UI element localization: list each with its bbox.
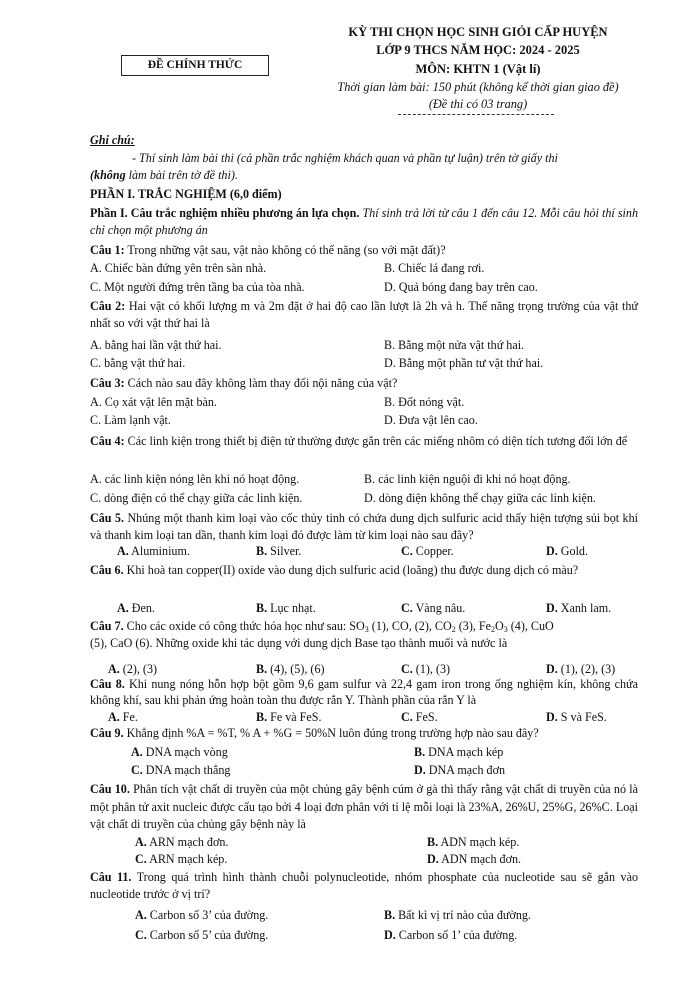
question-7-line-2: (5), CaO (6). Những oxide khi tác dụng với dung dịch Base tạo thành muối và nước là — [90, 636, 508, 650]
q11-option-d — [384, 928, 517, 943]
q11-option-a — [135, 908, 268, 923]
q7-option-d — [546, 662, 615, 677]
note-line-2-bold: (không — [90, 168, 126, 182]
q4-option-d: D. dòng điện không thể chạy giữa các linh kiện. — [364, 491, 596, 505]
q8-d-text: S và FeS. — [557, 710, 607, 724]
q5-label: Câu 5. — [90, 511, 125, 525]
q11-c-letter: C. — [135, 928, 147, 942]
question-9 — [90, 726, 539, 741]
question-10 — [90, 781, 638, 834]
q5-d-text: Gold. — [557, 544, 588, 558]
question-1 — [90, 243, 446, 258]
q8-option-d — [546, 710, 607, 725]
q11-a-letter: A. — [135, 908, 147, 922]
q8-b-letter: B. — [256, 710, 268, 724]
q7-sub-so3: 3 — [364, 625, 369, 634]
q4-label: Câu 4: — [90, 434, 125, 448]
q1-option-c: C. Một người đứng trên tầng ba của tòa nhà. — [90, 280, 305, 294]
q7-c-letter: C. — [401, 662, 413, 676]
q8-a-text: Fe. — [119, 710, 138, 724]
grade-year: LỚP 9 THCS NĂM HỌC: 2024 - 2025 — [376, 43, 580, 57]
q7-text-b: (1), CO, (2), CO — [368, 619, 452, 633]
q5-text: Nhúng một thanh kim loại vào cốc thủy tinh có chứa dung dịch sulfuric acid thấy hiện tượng sủi bọt khí và thanh kim loại tan dần, thanh kim loại đó được làm từ kim loại nào sau đây? — [90, 511, 638, 542]
q11-text: Trong quá trình hình thành chuỗi polynucleotide, nhóm phosphate của nucleotide sau sẽ gắn vào nucleotide trước ở vị trí? — [90, 870, 638, 901]
q8-option-a — [108, 710, 138, 725]
q9-option-d — [414, 763, 505, 778]
q5-option-d — [546, 544, 588, 559]
q7-a-text: (2), (3) — [119, 662, 158, 676]
q9-option-c — [131, 763, 230, 778]
q10-c-text: ARN mạch kép. — [146, 852, 228, 866]
q6-b-text: Lục nhạt. — [267, 601, 316, 615]
q11-d-text: Carbon số 1’ của đường. — [395, 928, 518, 942]
q9-d-letter: D. — [414, 763, 426, 777]
q9-option-b — [414, 745, 503, 760]
q5-option-b — [256, 544, 301, 559]
q3-option-c: C. Làm lạnh vật. — [90, 413, 171, 427]
q7-sub-o3: 3 — [503, 625, 508, 634]
header-divider — [398, 114, 554, 115]
q9-option-a — [131, 745, 228, 760]
q7-sub-fe2: 2 — [491, 625, 495, 634]
q7-text-d: O — [495, 619, 504, 633]
q4-option-c: C. dòng điện có thể chạy giữa các linh kiện. — [90, 491, 303, 505]
q9-a-text: DNA mạch vòng — [142, 745, 228, 759]
q11-d-letter: D. — [384, 928, 396, 942]
question-6 — [90, 562, 630, 579]
q10-option-a — [135, 835, 228, 850]
exam-time: Thời gian làm bài: 150 phút (không kể thời gian giao đề) — [337, 80, 619, 94]
question-2 — [90, 298, 638, 331]
q10-option-c — [135, 852, 227, 867]
q9-b-letter: B. — [414, 745, 426, 759]
question-4 — [90, 433, 638, 450]
q7-text-a: Cho các oxide có công thức hóa học như sau: SO — [123, 619, 365, 633]
q9-c-letter: C. — [131, 763, 143, 777]
q10-a-letter: A. — [135, 835, 147, 849]
official-label-box: ĐỀ CHÍNH THỨC — [121, 55, 269, 76]
q7-d-letter: D. — [546, 662, 558, 676]
q2-option-d: D. Bằng một phần tư vật thứ hai. — [384, 356, 544, 370]
q3-option-d: D. Đưa vật lên cao. — [384, 413, 478, 427]
q7-text-e: (4), CuO — [507, 619, 554, 633]
page-count: (Đề thi có 03 trang) — [428, 97, 528, 111]
q4-option-a: A. các linh kiện nóng lên khi nó hoạt động. — [90, 472, 300, 486]
q2-option-c: C. bằng vật thứ hai. — [90, 356, 186, 370]
q6-d-text: Xanh lam. — [557, 601, 612, 615]
q9-text: Khẳng định %A = %T, % A + %G = 50%N luôn đúng trong trường hợp nào sau đây? — [123, 726, 539, 740]
q1-option-a: A. Chiếc bàn đứng yên trên sàn nhà. — [90, 261, 267, 275]
q7-label: Câu 7. — [90, 619, 124, 633]
q7-b-text: (4), (5), (6) — [267, 662, 325, 676]
q9-d-text: DNA mạch đơn — [425, 763, 506, 777]
q10-label: Câu 10. — [90, 782, 130, 796]
q10-c-letter: C. — [135, 852, 147, 866]
q7-option-c — [401, 662, 450, 677]
q11-a-text: Carbon số 3’ của đường. — [146, 908, 269, 922]
q10-option-d — [427, 852, 521, 867]
note-line-1: - Thí sinh làm bài thi (cả phần trắc nghiệm khách quan và phần tự luận) trên tờ giấy thi — [132, 151, 558, 165]
q1-option-b: B. Chiếc lá đang rơi. — [384, 261, 485, 275]
question-5 — [90, 510, 638, 543]
q9-label: Câu 9. — [90, 726, 124, 740]
q7-option-a — [108, 662, 157, 677]
q10-option-b — [427, 835, 519, 850]
q3-option-a: A. Cọ xát vật lên mặt bàn. — [90, 395, 217, 409]
q9-b-text: DNA mạch kép — [425, 745, 504, 759]
q1-option-d: D. Quả bóng đang bay trên cao. — [384, 280, 538, 294]
exam-title: KỲ THI CHỌN HỌC SINH GIỎI CẤP HUYỆN — [348, 25, 608, 39]
q6-option-b — [256, 601, 316, 616]
q11-option-b — [384, 908, 531, 923]
q10-b-text: ADN mạch kép. — [438, 835, 520, 849]
q2-option-b: B. Bằng một nửa vật thứ hai. — [384, 338, 525, 352]
q8-text: Khi nung nóng hỗn hợp bột gồm 9,6 gam sulfur và 22,4 gam iron trong ống nghiệm kín, không chứa không khí, sau khi phản ứng hoàn toàn thu được rắn Y. Thành phần của rắn Y là — [90, 677, 638, 707]
q1-text: Trong những vật sau, vật nào không có thế năng (so với mặt đất)? — [124, 243, 446, 257]
q6-c-text: Vàng nâu. — [412, 601, 466, 615]
q6-option-a — [117, 601, 155, 616]
q2-option-a: A. bằng hai lần vật thứ hai. — [90, 338, 222, 352]
q7-text-c: (3), Fe — [455, 619, 491, 633]
q3-text: Cách nào sau đây không làm thay đổi nội năng của vật? — [124, 376, 398, 390]
q5-option-c — [401, 544, 454, 559]
q6-option-c — [401, 601, 465, 616]
q7-a-letter: A. — [108, 662, 120, 676]
q8-c-letter: C. — [401, 710, 413, 724]
note-title: Ghi chú: — [90, 133, 135, 147]
question-8 — [90, 677, 638, 708]
q7-d-text: (1), (2), (3) — [557, 662, 616, 676]
q9-c-text: DNA mạch thẳng — [142, 763, 231, 777]
q8-label: Câu 8. — [90, 677, 125, 691]
q4-text: Các linh kiện trong thiết bị điện tử thường được gắn trên các miếng nhôm có diện tích tương đối lớn để — [124, 434, 628, 448]
q8-option-b — [256, 710, 322, 725]
q10-b-letter: B. — [427, 835, 439, 849]
q5-c-text: Copper. — [412, 544, 454, 558]
q6-option-d — [546, 601, 611, 616]
q5-a-text: Aluminium. — [128, 544, 190, 558]
q5-b-letter: B. — [256, 544, 268, 558]
q6-a-text: Đen. — [128, 601, 155, 615]
q7-sub-co2: 2 — [451, 625, 456, 634]
q10-d-text: ADN mạch đơn. — [438, 852, 522, 866]
q4-option-b: B. các linh kiện nguội đi khi nó hoạt động. — [364, 472, 571, 486]
q5-option-a — [117, 544, 190, 559]
q7-b-letter: B. — [256, 662, 268, 676]
q7-option-b — [256, 662, 325, 677]
q8-option-c — [401, 710, 438, 725]
q3-label: Câu 3: — [90, 376, 125, 390]
part1-sub-bold: Phần I. Câu trắc nghiệm nhiều phương án lựa chọn. — [90, 206, 360, 220]
q6-text: Khi hoà tan copper(II) oxide vào dung dịch sulfuric acid (loãng) thu được dung dịch có màu? — [123, 563, 579, 577]
subject-title: MÔN: KHTN 1 (Vật lí) — [415, 62, 541, 76]
q8-b-text: Fe và FeS. — [267, 710, 322, 724]
q6-label: Câu 6. — [90, 563, 124, 577]
q9-a-letter: A. — [131, 745, 143, 759]
q6-d-letter: D. — [546, 601, 558, 615]
q10-a-text: ARN mạch đơn. — [146, 835, 229, 849]
q8-c-text: FeS. — [412, 710, 438, 724]
q5-c-letter: C. — [401, 544, 413, 558]
note-line-2 — [90, 168, 238, 183]
q10-text: Phân tích vật chất di truyền của một chủng gây bệnh cúm ở gà thì thấy rằng vật chất di truyền của nó là một phân tử axit nucleic được cấu tạo bởi 4 loại đơn phân với tỉ lệ mỗi loại là 23%A, 26%U, 25%G, 26%C. Loại vật chất di truyền của chủng gây bệnh này là — [90, 782, 638, 831]
note-line-2-rest: làm bài trên tờ đề thi). — [125, 168, 238, 182]
q2-label: Câu 2: — [90, 299, 126, 313]
q11-b-letter: B. — [384, 908, 396, 922]
question-7-line-1 — [90, 619, 554, 634]
part1-sub-italic: Thí sinh trả lời từ câu 1 đến câu 12. Mỗi câu hỏi thí sinh chỉ chọn một phương án — [90, 206, 638, 237]
q10-d-letter: D. — [427, 852, 439, 866]
question-11 — [90, 869, 638, 903]
q11-b-text: Bất kì vị trí nào của đường. — [395, 908, 531, 922]
q8-d-letter: D. — [546, 710, 558, 724]
q11-c-text: Carbon số 5’ của đường. — [146, 928, 269, 942]
q8-a-letter: A. — [108, 710, 120, 724]
q11-option-c — [135, 928, 268, 943]
q5-d-letter: D. — [546, 544, 558, 558]
q1-label: Câu 1: — [90, 243, 125, 257]
q2-text: Hai vật có khối lượng m và 2m đặt ở hai độ cao lần lượt là 2h và h. Thế năng trọng trường của vật thứ nhất so với vật thứ hai là — [90, 299, 638, 330]
q6-b-letter: B. — [256, 601, 268, 615]
part1-heading: PHẦN I. TRẮC NGHIỆM (6,0 điểm) — [90, 187, 282, 201]
q5-a-letter: A. — [117, 544, 129, 558]
question-3 — [90, 376, 397, 391]
q3-option-b: B. Đốt nóng vật. — [384, 395, 465, 409]
part1-instructions — [90, 205, 638, 238]
q7-c-text: (1), (3) — [412, 662, 451, 676]
q11-label: Câu 11. — [90, 870, 132, 884]
q6-a-letter: A. — [117, 601, 129, 615]
q5-b-text: Silver. — [267, 544, 302, 558]
q6-c-letter: C. — [401, 601, 413, 615]
